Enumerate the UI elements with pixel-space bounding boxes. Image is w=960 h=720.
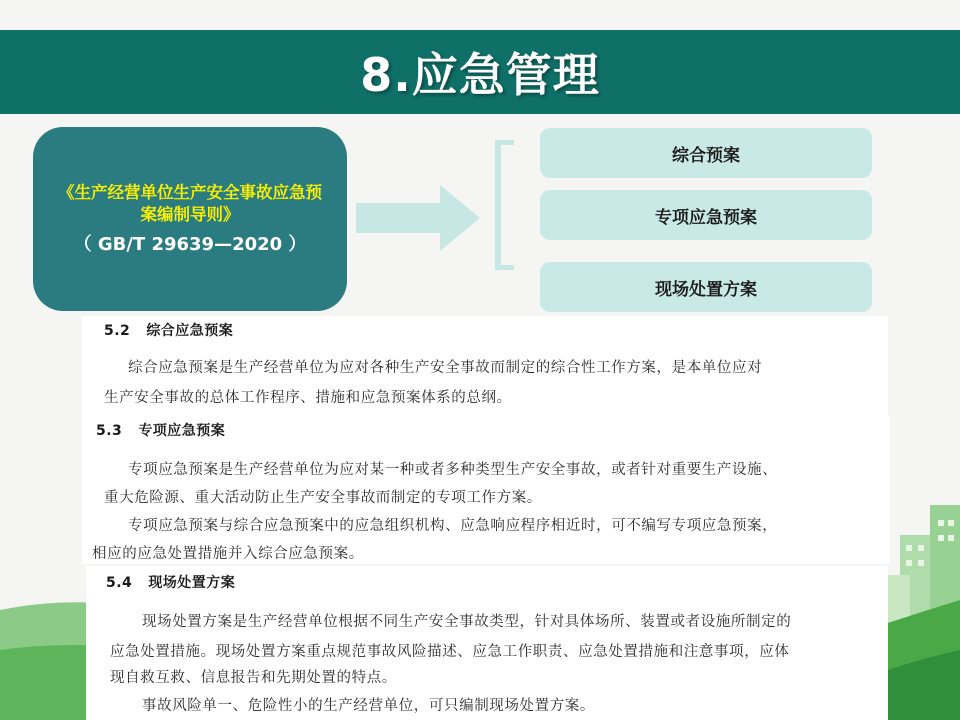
plan-box-onsite: 现场处置方案	[540, 262, 872, 312]
standard-source-box	[33, 127, 347, 311]
paragraph-line: 事故风险单一、危险性小的生产经营单位，可只编制现场处置方案。	[142, 698, 595, 714]
header-bar	[0, 30, 960, 114]
right-arrow-icon	[356, 185, 480, 251]
section-title: 综合应急预案	[146, 323, 234, 339]
section-title: 现场处置方案	[148, 575, 236, 591]
page-title: 8.应急管理	[360, 48, 600, 102]
section-heading-5-3	[96, 420, 225, 440]
section-number: 5.4	[106, 575, 133, 591]
paragraph-line: 综合应急预案是生产经营单位为应对各种生产安全事故而制定的综合性工作方案，是本单位应对	[128, 360, 763, 376]
paragraph-line: 专项应急预案是生产经营单位为应对某一种或者多种类型生产安全事故，或者针对重要生产设施、	[128, 462, 778, 478]
paragraph-line: 现自救互救、信息报告和先期处置的特点。	[110, 670, 397, 686]
paragraph-line: 专项应急预案与综合应急预案中的应急组织机构、应急响应程序相近时，可不编写专项应急预案，	[128, 518, 778, 534]
plan-box-special: 专项应急预案	[540, 190, 872, 240]
section-number: 5.2	[104, 323, 131, 339]
section-number: 5.3	[96, 423, 123, 439]
standard-code: （ GB/T 29639—2020 ）	[73, 234, 307, 255]
standard-title: 《生产经营单位生产安全事故应急预案编制导则》	[58, 183, 322, 224]
paragraph-line: 应急处置措施。现场处置方案重点规范事故风险描述、应急工作职责、应急处置措施和注意事项，应体	[110, 644, 790, 660]
section-heading-5-4	[106, 572, 235, 592]
bracket-icon	[492, 140, 516, 270]
paragraph-line: 现场处置方案是生产经营单位根据不同生产安全事故类型，针对具体场所、装置或者设施所制定的	[142, 614, 792, 630]
paragraph-line: 重大危险源、重大活动防止生产安全事故而制定的专项工作方案。	[104, 490, 542, 506]
paragraph-line: 生产安全事故的总体工作程序、措施和应急预案体系的总纲。	[104, 390, 512, 406]
paragraph-line: 相应的应急处置措施并入综合应急预案。	[92, 546, 364, 562]
plan-box-comprehensive: 综合预案	[540, 128, 872, 178]
section-title: 专项应急预案	[138, 423, 226, 439]
section-heading-5-2	[104, 320, 233, 340]
